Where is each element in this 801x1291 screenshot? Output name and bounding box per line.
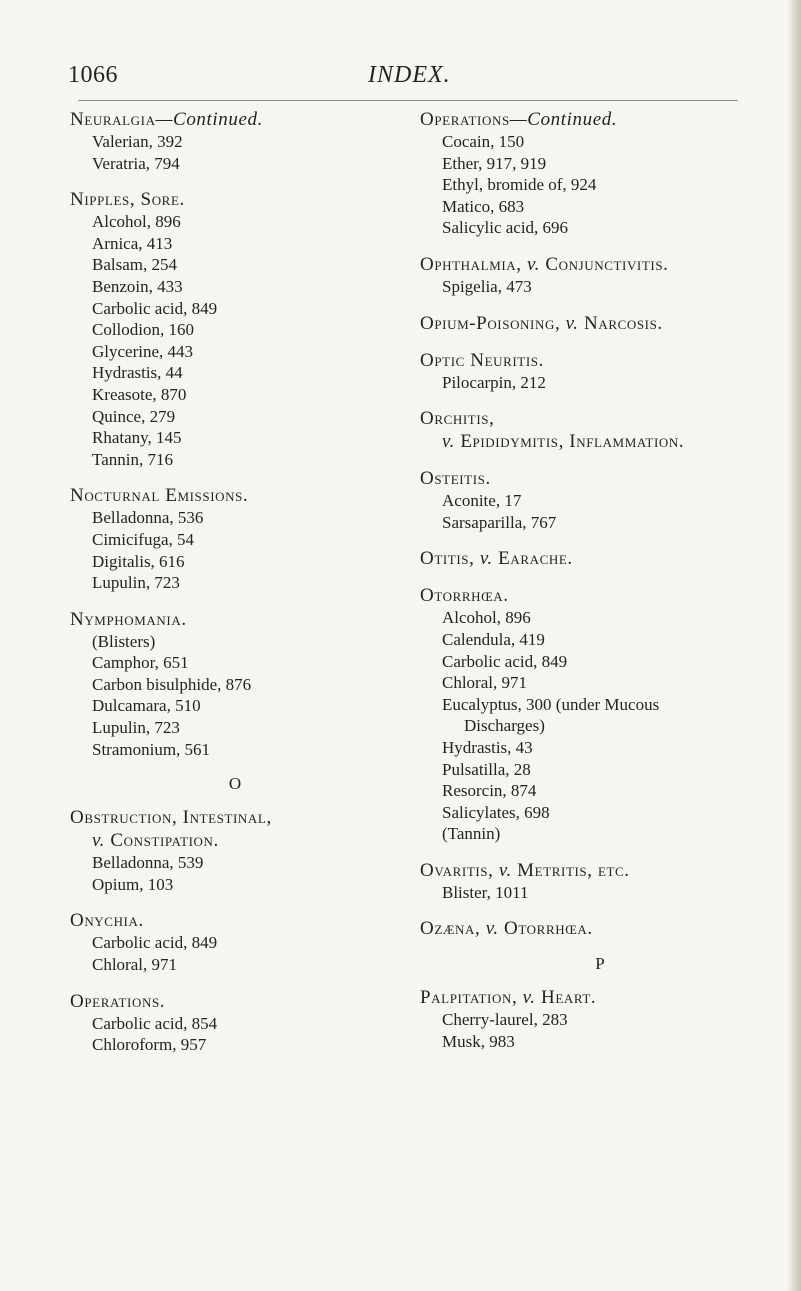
index-entry: (Blisters): [92, 631, 156, 651]
index-entry: Salicylates, 698: [442, 802, 550, 822]
index-entry: Salicylic acid, 696: [442, 218, 569, 238]
index-heading: Ozæna, v. Otorrhœa.: [420, 918, 593, 940]
index-entry: Carbon bisulphide, 876: [92, 674, 252, 694]
index-entry: Stramonium, 561: [92, 739, 211, 759]
index-entry: Alcohol, 896: [92, 212, 181, 232]
index-entry: Eucalyptus, 300 (under Mucous: [442, 694, 660, 714]
continued-label: —Continued.: [155, 109, 263, 130]
index-entry: Quince, 279: [92, 406, 176, 426]
index-heading: Palpitation, v. Heart.: [420, 987, 597, 1009]
index-heading: Osteitis.: [420, 468, 491, 490]
index-entry: Benzoin, 433: [92, 276, 183, 296]
index-section: [70, 990, 400, 1056]
index-entry: Valerian, 392: [92, 132, 183, 151]
index-entry: Chloral, 971: [92, 955, 177, 975]
index-heading: Nymphomania.: [70, 608, 187, 630]
index-entry: Aconite, 17: [442, 491, 522, 511]
page-header: [68, 62, 738, 102]
index-entry: Lupulin, 723: [92, 573, 180, 593]
see-also-marker: v.: [565, 312, 579, 334]
index-entry: Pulsatilla, 28: [442, 759, 531, 779]
index-entry: Resorcin, 874: [442, 781, 537, 801]
index-entry: Hydrastis, 44: [92, 363, 183, 383]
index-section: [420, 547, 780, 570]
index-section: [420, 986, 780, 1052]
index-entry: Glycerine, 443: [92, 341, 194, 361]
see-also-marker: v.: [92, 830, 105, 852]
index-heading: Nipples, Sore.: [70, 189, 185, 211]
index-section: [420, 253, 780, 298]
index-entry: Cimicifuga, 54: [92, 529, 194, 549]
index-entry: Ether, 917, 919: [442, 153, 547, 173]
index-entry: Carbolic acid, 854: [92, 1013, 218, 1033]
index-heading: Otorrhœa.: [420, 585, 509, 607]
index-entry: Dulcamara, 510: [92, 696, 201, 716]
index-entry: Belladonna, 536: [92, 508, 204, 528]
index-heading-cont: v. Epididymitis, Inflammation.: [442, 431, 685, 453]
index-entry: Arnica, 413: [92, 233, 173, 253]
index-section: [420, 349, 780, 394]
index-section: [420, 859, 780, 904]
index-heading: Ovaritis, v. Metritis, etc.: [420, 859, 630, 881]
index-entry: Rhatany, 145: [92, 428, 182, 448]
section-letter: P: [595, 954, 605, 974]
index-entry: Musk, 983: [442, 1032, 515, 1052]
index-heading: Neuralgia—Continued.: [70, 109, 263, 130]
index-entry: Pilocarpin, 212: [442, 372, 546, 392]
index-heading: Opium-Poisoning, v. Narcosis.: [420, 312, 663, 334]
index-heading: Operations—Continued.: [420, 109, 618, 130]
index-heading: Operations.: [70, 990, 166, 1012]
index-entry: Cocain, 150: [442, 132, 525, 151]
index-section: [70, 806, 400, 895]
index-entry: (Tannin): [442, 824, 501, 844]
index-entry: Spigelia, 473: [442, 276, 532, 296]
index-entry: Blister, 1011: [442, 882, 529, 902]
page-number: 1066: [68, 62, 118, 88]
see-also-marker: v.: [498, 859, 512, 881]
right-column: [420, 108, 780, 1067]
index-entry: Cherry-laurel, 283: [442, 1010, 568, 1030]
header-rule: [78, 100, 738, 101]
see-also-marker: v.: [522, 987, 536, 1009]
left-column: [70, 108, 400, 1070]
see-also-marker: v.: [442, 431, 455, 453]
index-entry: Lupulin, 723: [92, 718, 180, 738]
index-section: [420, 467, 780, 533]
index-entry: Discharges): [464, 716, 545, 736]
see-also-marker: v.: [526, 253, 540, 275]
index-entry: Hydrastis, 43: [442, 737, 533, 757]
index-section: [70, 108, 400, 174]
continued-label: —Continued.: [509, 109, 618, 130]
index-heading: Otitis, v. Earache.: [420, 548, 573, 570]
index-entry: Balsam, 254: [92, 255, 177, 275]
index-section: [420, 108, 780, 239]
index-entry: Calendula, 419: [442, 629, 545, 649]
index-section: [70, 608, 400, 761]
index-heading: Nocturnal Emissions.: [70, 485, 249, 507]
index-entry: Opium, 103: [92, 874, 174, 894]
index-entry: Veratria, 794: [92, 153, 180, 173]
index-entry: Chloral, 971: [442, 673, 527, 693]
index-entry: Chloroform, 957: [92, 1035, 207, 1055]
running-head: INDEX.: [368, 62, 451, 88]
see-also-marker: v.: [485, 918, 499, 940]
index-entry: Digitalis, 616: [92, 551, 185, 571]
index-entry: Kreasote, 870: [92, 384, 187, 404]
section-letter: O: [228, 774, 242, 794]
index-entry: Ethyl, bromide of, 924: [442, 175, 597, 195]
index-section: [70, 188, 400, 470]
index-heading: Orchitis,: [420, 408, 495, 430]
index-entry: Carbolic acid, 849: [92, 933, 218, 953]
index-entry: Carbolic acid, 849: [92, 298, 218, 318]
index-heading: Obstruction, Intestinal,: [70, 807, 272, 829]
index-heading: Ophthalmia, v. Conjunctivitis.: [420, 253, 669, 275]
index-heading-cont: v. Constipation.: [92, 830, 219, 852]
index-entry: Belladonna, 539: [92, 853, 204, 873]
index-entry: Sarsaparilla, 767: [442, 512, 557, 532]
index-section: [70, 484, 400, 593]
index-section: [420, 584, 780, 845]
index-entry: Tannin, 716: [92, 449, 173, 469]
index-heading: Optic Neuritis.: [420, 349, 544, 371]
index-heading: Onychia.: [70, 910, 144, 932]
index-entry: Carbolic acid, 849: [442, 651, 568, 671]
index-entry: Matico, 683: [442, 196, 525, 216]
index-entry: Camphor, 651: [92, 653, 189, 673]
index-section: [420, 407, 780, 453]
index-entry: Collodion, 160: [92, 320, 195, 340]
index-section: [420, 917, 780, 940]
page-edge-shadow: [787, 0, 801, 1291]
see-also-marker: v.: [479, 548, 493, 570]
index-entry: Alcohol, 896: [442, 608, 531, 628]
index-section: [420, 312, 780, 335]
index-section: [70, 909, 400, 975]
